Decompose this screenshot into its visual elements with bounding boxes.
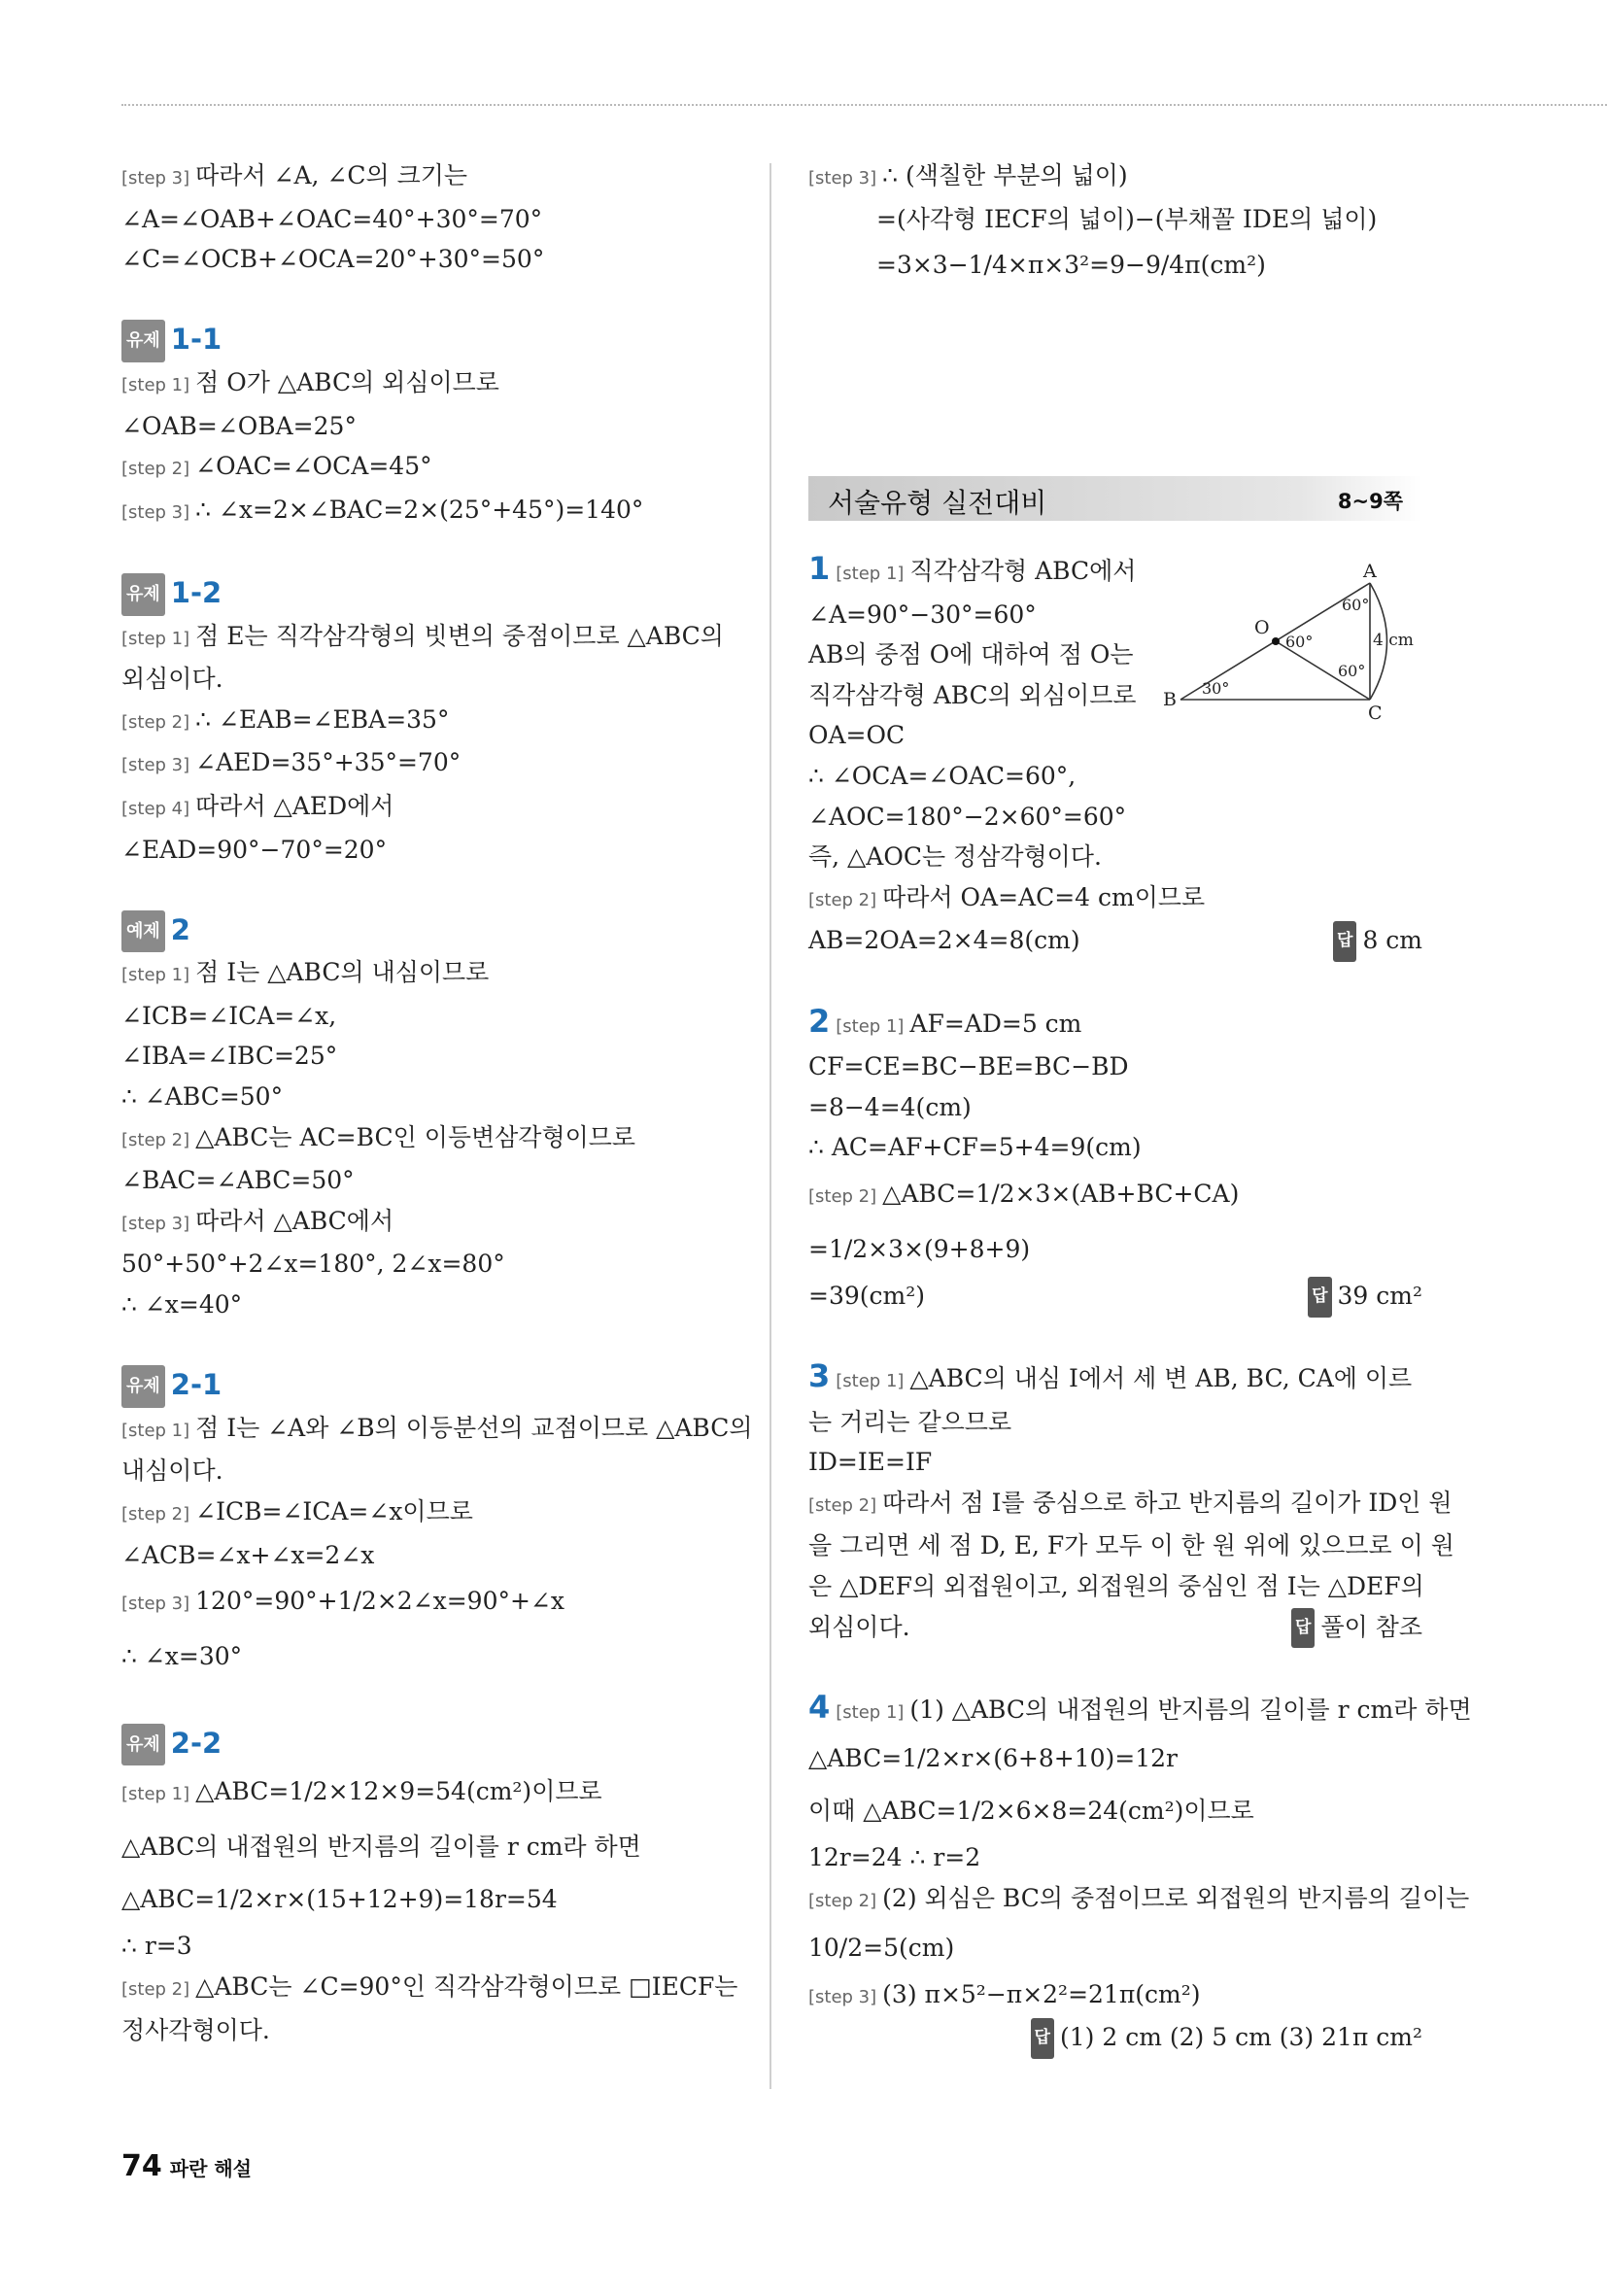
step-label: [step 2] bbox=[808, 1185, 877, 1207]
solution-text: 따라서 점 I를 중심으로 하고 반지름의 길이가 ID인 원 bbox=[882, 1488, 1453, 1517]
solution-line bbox=[121, 1535, 743, 1576]
solution-line bbox=[808, 1356, 1422, 1402]
solution-text: =39(cm²) bbox=[808, 1281, 925, 1310]
solution-text: ∴ ∠EAB=∠EBA=35° bbox=[195, 704, 450, 734]
step-label: [step 1] bbox=[836, 564, 905, 584]
solution-text: 점 I는 △ABC의 내심이므로 bbox=[195, 958, 490, 987]
solution-line bbox=[121, 616, 743, 660]
solution-line bbox=[121, 1117, 743, 1161]
step-label: [step 4] bbox=[121, 798, 190, 819]
step-label: [step 1] bbox=[836, 1015, 905, 1037]
problem-badge: 유제 bbox=[121, 1365, 165, 1408]
step-label: [step 2] bbox=[121, 1129, 190, 1150]
answer bbox=[1291, 1607, 1422, 1649]
problem-number: 2-1 bbox=[170, 1368, 222, 1402]
solution-text: OA=OC bbox=[808, 721, 906, 750]
problem-number: 4 bbox=[808, 1688, 831, 1726]
solution-line bbox=[121, 199, 743, 240]
solution-text: AB의 중점 O에 대하여 점 O는 bbox=[808, 640, 1134, 669]
solution-text: △ABC=1/2×r×(15+12+9)=18r=54 bbox=[121, 1885, 558, 1914]
solution-text: =1/2×3×(9+8+9) bbox=[808, 1234, 1031, 1263]
problem-heading bbox=[121, 910, 743, 953]
section-header bbox=[808, 476, 1422, 521]
problem-badge: 유제 bbox=[121, 1724, 165, 1766]
angle-c-label: 60° bbox=[1338, 662, 1366, 680]
solution-line bbox=[121, 1926, 743, 1967]
solution-text: 따라서 ∠A, ∠C의 크기는 bbox=[195, 161, 468, 189]
solution-line bbox=[808, 837, 1422, 877]
solution-line bbox=[121, 952, 743, 996]
solution-line bbox=[121, 1036, 743, 1077]
problem-badge: 예제 bbox=[121, 910, 165, 953]
solution-line bbox=[121, 700, 743, 743]
solution-text: ∠A=90°−30°=60° bbox=[808, 600, 1037, 629]
solution-line bbox=[808, 1087, 1422, 1128]
answer-mark: 답 bbox=[1333, 921, 1356, 962]
solution-line bbox=[121, 1821, 743, 1873]
step-label: [step 3] bbox=[121, 168, 190, 188]
angle-b-label: 30° bbox=[1202, 679, 1230, 698]
solution-text: (3) π×5²−π×2²=21π(cm²) bbox=[882, 1979, 1201, 2008]
footer-label: 파란 해설 bbox=[169, 2157, 252, 2180]
problem-number: 2 bbox=[170, 912, 190, 946]
problem-number: 3 bbox=[808, 1357, 831, 1395]
answer-text: 8 cm bbox=[1362, 926, 1422, 955]
solution-line bbox=[808, 797, 1422, 838]
solution-text: ∠A=∠OAB+∠OAC=40°+30°=70° bbox=[121, 204, 543, 233]
solution-line bbox=[808, 1525, 1454, 1566]
solution-text: ∠OAC=∠OCA=45° bbox=[195, 452, 432, 481]
solution-text: =(사각형 IECF의 넓이)−(부채꼴 IDE의 넓이) bbox=[876, 204, 1378, 233]
solution-line bbox=[121, 1765, 743, 1821]
spacer bbox=[121, 1325, 743, 1366]
step-label: [step 2] bbox=[121, 459, 190, 480]
angle-o-label: 60° bbox=[1285, 633, 1314, 651]
right-column-top bbox=[808, 155, 1422, 291]
solution-line bbox=[808, 155, 1422, 199]
solution-line bbox=[121, 1873, 743, 1926]
problem-badge: 유제 bbox=[121, 573, 165, 616]
solution-text: ∠IBA=∠IBC=25° bbox=[121, 1042, 338, 1071]
solution-line bbox=[808, 1837, 1422, 1878]
problem-badge: 유제 bbox=[121, 320, 165, 362]
step-label: [step 2] bbox=[808, 1494, 877, 1516]
triangle-diagram bbox=[1161, 564, 1433, 738]
length-ac-label: 4 cm bbox=[1373, 631, 1414, 650]
answer-text: (1) 2 cm (2) 5 cm (3) 21π cm² bbox=[1059, 2023, 1422, 2052]
solution-line bbox=[808, 1127, 1422, 1168]
solution-line bbox=[808, 1276, 1422, 1317]
step-label: [step 1] bbox=[836, 1701, 905, 1723]
solution-text: =3×3−1/4×π×3²=9−9/4π(cm²) bbox=[876, 251, 1266, 280]
step-label: [step 1] bbox=[836, 1371, 905, 1392]
section-pages: 8~9쪽 bbox=[1337, 490, 1403, 513]
solution-line bbox=[808, 239, 1422, 291]
label-b: B bbox=[1163, 689, 1177, 710]
spacer bbox=[121, 280, 743, 321]
step-label: [step 2] bbox=[121, 1504, 190, 1525]
solution-line bbox=[121, 155, 743, 199]
spacer bbox=[121, 1683, 743, 1724]
solution-line bbox=[808, 1442, 1422, 1483]
solution-text: 내심이다. bbox=[121, 1456, 223, 1486]
solution-text: 50°+50°+2∠x=180°, 2∠x=80° bbox=[121, 1250, 505, 1279]
problem-heading bbox=[121, 573, 743, 616]
spacer bbox=[121, 532, 743, 573]
solution-line bbox=[808, 1483, 1453, 1526]
solution-line bbox=[808, 1046, 1422, 1087]
solution-line bbox=[808, 1607, 1422, 1648]
problem-heading bbox=[121, 1365, 743, 1408]
solution-line bbox=[121, 830, 743, 871]
spacer bbox=[808, 1317, 1422, 1357]
solution-text: AF=AD=5 cm bbox=[909, 1009, 1082, 1038]
solution-line bbox=[121, 1630, 743, 1683]
solution-text: 을 그리면 세 점 D, E, F가 모두 이 한 원 위에 있으므로 이 원 bbox=[808, 1531, 1454, 1560]
solution-text: 따라서 △AED에서 bbox=[195, 791, 394, 820]
solution-text: ∠ACB=∠x+∠x=2∠x bbox=[121, 1540, 375, 1569]
solution-text: △ABC의 내접원의 반지름의 길이를 r cm라 하면 bbox=[121, 1833, 641, 1862]
page-number: 74 bbox=[121, 2149, 162, 2183]
solution-text: △ABC는 ∠C=90°인 직각삼각형이므로 □IECF는 bbox=[195, 1971, 738, 2001]
solution-text: 은 △DEF의 외접원이고, 외접원의 중심인 점 I는 △DEF의 bbox=[808, 1572, 1424, 1601]
solution-line bbox=[121, 406, 743, 447]
solution-line bbox=[121, 659, 743, 700]
solution-text: ∠EAD=90°−70°=20° bbox=[121, 835, 388, 864]
spacer bbox=[808, 1647, 1422, 1688]
spacer bbox=[121, 870, 743, 910]
solution-text: ∠ICB=∠ICA=∠x이므로 bbox=[195, 1497, 473, 1525]
top-divider bbox=[121, 104, 1607, 106]
solution-line bbox=[121, 742, 743, 786]
step-label: [step 1] bbox=[121, 1420, 190, 1441]
solution-line bbox=[808, 199, 1422, 240]
solution-text: CF=CE=BC−BE=BC−BD bbox=[808, 1052, 1129, 1081]
step-label: [step 2] bbox=[808, 1891, 877, 1912]
step-label: [step 1] bbox=[121, 965, 190, 986]
step-label: [step 1] bbox=[121, 374, 190, 395]
step-label: [step 3] bbox=[121, 755, 190, 776]
solution-text: △ABC=1/2×12×9=54(cm²)이므로 bbox=[195, 1777, 602, 1806]
solution-text: ∴ ∠ABC=50° bbox=[121, 1082, 284, 1112]
solution-line bbox=[808, 1785, 1422, 1837]
problem-heading bbox=[121, 320, 743, 362]
label-o: O bbox=[1254, 617, 1270, 638]
solution-line bbox=[121, 1244, 743, 1285]
solution-line bbox=[121, 490, 743, 533]
answer bbox=[1031, 2017, 1422, 2059]
solution-text: (1) △ABC의 내접원의 반지름의 길이를 r cm라 하면 bbox=[909, 1695, 1472, 1724]
solution-line bbox=[121, 786, 743, 830]
solution-text: △ABC는 AC=BC인 이등변삼각형이므로 bbox=[195, 1122, 636, 1151]
solution-text: 점 E는 직각삼각형의 빗변의 중점이므로 △ABC의 bbox=[195, 621, 724, 650]
solution-text: 즉, △AOC는 정삼각형이다. bbox=[808, 842, 1102, 872]
solution-text: 는 거리는 같으므로 bbox=[808, 1407, 1012, 1436]
solution-text: 정사각형이다. bbox=[121, 2015, 270, 2044]
solution-text: ∠C=∠OCB+∠OCA=20°+30°=50° bbox=[121, 245, 545, 274]
solution-text: ID=IE=IF bbox=[808, 1448, 933, 1477]
label-c: C bbox=[1368, 703, 1383, 724]
problem-number: 2 bbox=[808, 1002, 831, 1040]
solution-line bbox=[121, 1451, 743, 1491]
solution-line bbox=[808, 877, 1422, 921]
solution-text: 직각삼각형 ABC의 외심이므로 bbox=[808, 680, 1137, 709]
answer-text: 39 cm² bbox=[1337, 1281, 1422, 1310]
column-divider bbox=[769, 163, 771, 2089]
solution-line bbox=[808, 1002, 1422, 1047]
solution-line bbox=[808, 1688, 1472, 1733]
solution-line bbox=[121, 1575, 743, 1630]
solution-text: ∴ ∠x=30° bbox=[121, 1642, 243, 1671]
answer-text: 풀이 참조 bbox=[1320, 1612, 1422, 1641]
solution-line bbox=[121, 1077, 743, 1117]
solution-text: 120°=90°+1/2×2∠x=90°+∠x bbox=[195, 1587, 564, 1616]
solution-text: △ABC=1/2×r×(6+8+10)=12r bbox=[808, 1744, 1179, 1773]
step-label: [step 1] bbox=[121, 1784, 190, 1805]
step-label: [step 3] bbox=[121, 501, 190, 523]
solution-line bbox=[121, 1285, 743, 1325]
step-label: [step 1] bbox=[121, 628, 190, 649]
solution-text: 직각삼각형 ABC에서 bbox=[909, 557, 1137, 585]
solution-line bbox=[808, 1732, 1422, 1785]
solution-text: ∴ ∠x=2×∠BAC=2×(25°+45°)=140° bbox=[195, 495, 644, 524]
solution-line bbox=[808, 1922, 1422, 1974]
solution-text: ∴ ∠x=40° bbox=[121, 1290, 243, 1319]
page-footer bbox=[121, 2149, 252, 2183]
solution-text: ∠OAB=∠OBA=25° bbox=[121, 411, 357, 440]
solution-text: 외심이다. bbox=[808, 1612, 910, 1641]
answer-mark: 답 bbox=[1031, 2018, 1054, 2059]
left-column bbox=[121, 155, 753, 2050]
solution-text: =8−4=4(cm) bbox=[808, 1092, 972, 1121]
solution-text: ∠BAC=∠ABC=50° bbox=[121, 1166, 355, 1195]
right-column bbox=[808, 549, 1472, 2052]
section-title: 서술유형 실전대비 bbox=[828, 487, 1047, 519]
answer bbox=[1308, 1276, 1422, 1318]
solution-text: 점 O가 △ABC의 외심이므로 bbox=[195, 367, 499, 396]
solution-line bbox=[808, 1878, 1470, 1922]
solution-text: 따라서 △ABC에서 bbox=[195, 1206, 394, 1235]
solution-line bbox=[121, 1967, 743, 2010]
solution-line bbox=[808, 1974, 1422, 2018]
angle-a-label: 60° bbox=[1342, 596, 1370, 614]
problem-number: 1-1 bbox=[170, 323, 222, 357]
problem-number: 1 bbox=[808, 550, 831, 587]
solution-text: 따라서 OA=AC=4 cm이므로 bbox=[882, 882, 1206, 911]
solution-text: (2) 외심은 BC의 중점이므로 외접원의 반지름의 길이는 bbox=[882, 1884, 1470, 1913]
solution-text: ∴ (색칠한 부분의 넓이) bbox=[882, 161, 1128, 189]
step-label: [step 2] bbox=[808, 889, 877, 910]
solution-text: ∴ ∠OCA=∠OAC=60°, bbox=[808, 761, 1077, 790]
solution-text: ∠AED=35°+35°=70° bbox=[195, 748, 462, 777]
problem-number: 1-2 bbox=[170, 575, 222, 609]
solution-text: ∠AOC=180°−2×60°=60° bbox=[808, 802, 1127, 831]
solution-text: 점 I는 ∠A와 ∠B의 이등분선의 교점이므로 △ABC의 bbox=[195, 1413, 753, 1442]
solution-text: 외심이다. bbox=[121, 665, 223, 694]
solution-line bbox=[121, 239, 743, 280]
point-o bbox=[1272, 637, 1280, 645]
solution-line bbox=[808, 920, 1422, 961]
solution-text: △ABC=1/2×3×(AB+BC+CA) bbox=[882, 1179, 1240, 1208]
step-label: [step 2] bbox=[121, 1978, 190, 2000]
step-label: [step 3] bbox=[121, 1593, 190, 1615]
answer-mark: 답 bbox=[1308, 1277, 1331, 1318]
solution-line bbox=[808, 1168, 1422, 1223]
problem-number: 2-2 bbox=[170, 1726, 222, 1760]
problem-heading bbox=[121, 1724, 743, 1766]
spacer bbox=[808, 961, 1422, 1002]
solution-line bbox=[808, 1566, 1422, 1607]
solution-line bbox=[808, 1223, 1422, 1276]
step-label: [step 3] bbox=[808, 168, 877, 188]
solution-line bbox=[121, 1408, 753, 1452]
step-label: [step 3] bbox=[121, 1213, 190, 1234]
solution-text: △ABC의 내심 I에서 세 변 AB, BC, CA에 이르 bbox=[909, 1364, 1413, 1393]
solution-line bbox=[121, 446, 743, 490]
step-label: [step 2] bbox=[121, 711, 190, 733]
solution-line bbox=[808, 756, 1422, 797]
solution-text: 12r=24 ∴ r=2 bbox=[808, 1843, 981, 1872]
solution-text: 10/2=5(cm) bbox=[808, 1933, 955, 1962]
answer-mark: 답 bbox=[1291, 1608, 1315, 1649]
solution-line bbox=[121, 362, 743, 406]
solution-text: 이때 △ABC=1/2×6×8=24(cm²)이므로 bbox=[808, 1797, 1254, 1826]
solution-text: ∴ r=3 bbox=[121, 1932, 192, 1961]
solution-line bbox=[121, 996, 743, 1037]
solution-line bbox=[121, 1160, 743, 1201]
solution-text: AB=2OA=2×4=8(cm) bbox=[808, 926, 1080, 955]
solution-line bbox=[121, 1201, 743, 1245]
solution-line bbox=[121, 2010, 743, 2051]
step-label: [step 3] bbox=[808, 1986, 877, 2007]
solution-line bbox=[808, 1402, 1422, 1443]
label-a: A bbox=[1363, 564, 1377, 582]
solution-text: ∴ AC=AF+CF=5+4=9(cm) bbox=[808, 1133, 1142, 1162]
answer bbox=[1333, 920, 1422, 962]
solution-line bbox=[121, 1491, 743, 1535]
solution-text: ∠ICB=∠ICA=∠x, bbox=[121, 1001, 337, 1030]
